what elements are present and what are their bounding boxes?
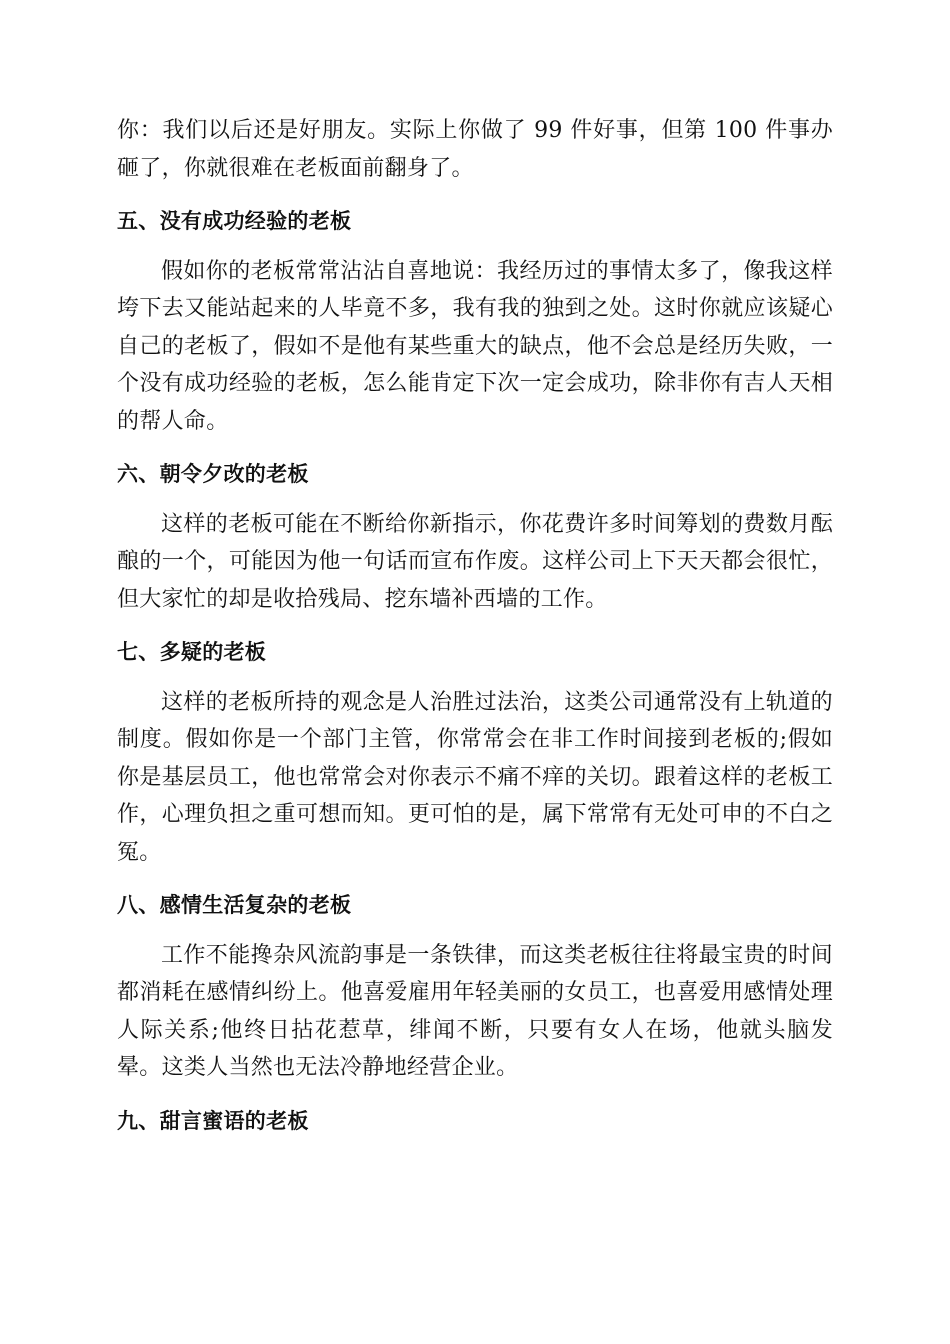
document-body [117,112,833,1140]
section-heading-8: 八、感情生活复杂的老板 [117,893,352,917]
section-body-7: 这样的老板所持的观念是人治胜过法治，这类公司通常没有上轨道的制度。假如你是一个部门主管，你常常会在非工作时间接到老板的;假如你是基层员工，他也常常会对你表示不痛不痒的关切。跟着这样的老板工作，心理负担之重可想而知。更可怕的是，属下常常有无处可申的不白之冤。 [117,689,833,865]
section-body-6: 这样的老板可能在不断给你新指示，你花费许多时间筹划的费数月酝酿的一个，可能因为他一句话而宣布作废。这样公司上下天天都会很忙，但大家忙的却是收拾残局、挖东墙补西墙的工作。 [117,511,833,612]
continuation-paragraph: 你：我们以后还是好朋友。实际上你做了 99 件好事，但第 100 件事办砸了，你就很难在老板面前翻身了。 [117,118,833,181]
section-heading-7: 七、多疑的老板 [117,640,267,664]
section-heading-9: 九、甜言蜜语的老板 [117,1108,309,1133]
section-heading-5: 五、没有成功经验的老板 [117,209,352,233]
section-heading-6: 六、朝令夕改的老板 [117,462,309,486]
section-body-8: 工作不能搀杂风流韵事是一条铁律，而这类老板往往将最宝贵的时间都消耗在感情纠纷上。他喜爱雇用年轻美丽的女员工，也喜爱用感情处理人际关系;他终日拈花惹草，绯闻不断，只要有女人在场，他就头脑发晕。这类人当然也无法冷静地经营企业。 [117,942,833,1080]
section-body-5: 假如你的老板常常沾沾自喜地说：我经历过的事情太多了，像我这样垮下去又能站起来的人毕竟不多，我有我的独到之处。这时你就应该疑心自己的老板了，假如不是他有某些重大的缺点，他不会总是经历失败，一个没有成功经验的老板，怎么能肯定下次一定会成功，除非你有吉人天相的帮人命。 [117,258,833,434]
